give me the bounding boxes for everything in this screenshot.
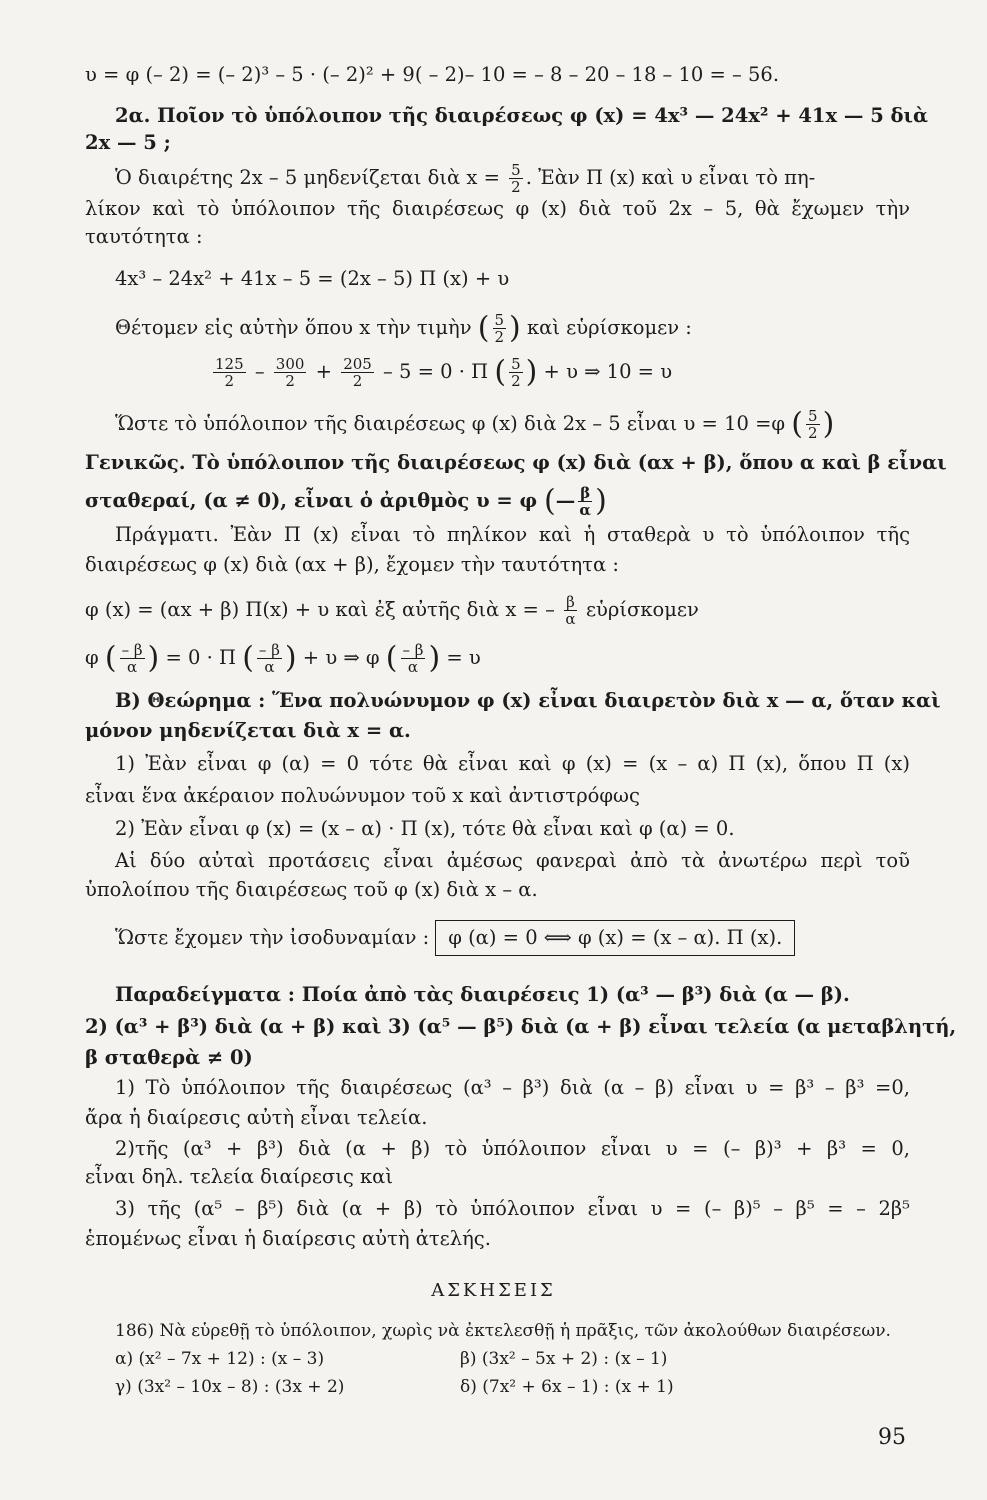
- text-line: 1) Τὸ ὑπόλοιπον τῆς διαιρέσεως (α³ – β³) διὰ (α – β) εἶναι υ = β³ – β³ =0,: [115, 1076, 910, 1099]
- derivation-equation: φ ( $\frac{- \beta}{\alpha}$ ) = 0 · Π ( $\frac{- \beta}{\alpha}$ ) + υ ⇒ φ ( $\frac{- \beta}{\alpha}$ ) = υ: [85, 640, 481, 676]
- text-line: 1) Ἐὰν εἶναι φ (α) = 0 τότε θὰ εἶναι καὶ φ (x) = (x – α) Π (x), ὅπου Π (x): [115, 752, 910, 775]
- identity-equation: 4x³ – 24x² + 41x – 5 = (2x – 5) Π (x) + υ: [115, 267, 510, 290]
- examples-heading: Παραδείγματα : Ποία ἀπὸ τὰς διαιρέσεις 1) (α³ — β³) διὰ (α — β).: [115, 983, 850, 1006]
- fraction: $\frac{5}{2}$: [494, 311, 505, 346]
- exercises-heading: ΑΣΚΗΣΕΙΣ: [431, 1280, 556, 1301]
- text-line: ἄρα ἡ διαίρεσις αὐτὴ εἶναι τελεία.: [85, 1106, 428, 1129]
- page-number: 95: [878, 1425, 906, 1450]
- text-line: Αἱ δύο αὐταὶ προτάσεις εἶναι ἀμέσως φανεραὶ ἀπὸ τὰ ἀνωτέρω περὶ τοῦ: [115, 849, 910, 872]
- examples-heading-cont: 2) (α³ + β³) διὰ (α + β) καὶ 3) (α⁵ — β⁵) διὰ (α + β) εἶναι τελεία (α μεταβλητή,: [85, 1015, 957, 1038]
- text-line: ταυτότητα :: [85, 225, 203, 248]
- examples-heading-cont: β σταθερὰ ≠ 0): [85, 1046, 253, 1069]
- text-line: Θέτομεν εἰς αὐτὴν ὅπου x τὴν τιμὴν ( $\frac{5}{2}$ ) καὶ εὑρίσκομεν :: [115, 310, 692, 346]
- general-statement-cont: σταθεραί, (α ≠ 0), εἶναι ὁ ἀριθμὸς υ = φ (— $\frac{\beta}{\alpha}$ ): [85, 483, 607, 519]
- exercise-row: γ) (3x² – 10x – 8) : (3x + 2) δ) (7x² + 6x – 1) : (x + 1): [115, 1377, 674, 1397]
- substitution-equation: $\frac{125}{2}$ – $\frac{300}{2}$ + $\frac{205}{2}$ – 5 = 0 · Π ( $\frac{5}{2}$ ) + υ ⇒ 10 = υ: [215, 354, 673, 390]
- text-line: Ὥστε τὸ ὑπόλοιπον τῆς διαιρέσεως φ (x) διὰ 2x – 5 εἶναι υ = 10 =φ ( $\frac{5}{2}$ ): [115, 406, 835, 442]
- text-line: ὑπολοίπου τῆς διαιρέσεως τοῦ φ (x) διὰ x – α.: [85, 878, 538, 901]
- text-line: διαιρέσεως φ (x) διὰ (αx + β), ἔχομεν τὴν ταυτότητα :: [85, 553, 619, 576]
- text-line: Πράγματι. Ἐὰν Π (x) εἶναι τὸ πηλίκον καὶ ἡ σταθερὰ υ τὸ ὑπόλοιπον τῆς: [115, 523, 910, 546]
- exercise-row: α) (x² – 7x + 12) : (x – 3) β) (3x² – 5x + 2) : (x – 1): [115, 1349, 668, 1369]
- problem-heading: 2α. Ποῖον τὸ ὑπόλοιπον τῆς διαιρέσεως φ (x) = 4x³ — 24x² + 41x — 5 διὰ: [115, 104, 929, 127]
- exercise-186: 186) Νὰ εὑρεθῇ τὸ ὑπόλοιπον, χωρὶς νὰ ἐκτελεσθῇ ἡ πρᾶξις, τῶν ἀκολούθων διαιρέσεων.: [115, 1321, 891, 1341]
- text-line: 2) Ἐὰν εἶναι φ (x) = (x – α) · Π (x), τότε θὰ εἶναι καὶ φ (α) = 0.: [115, 817, 735, 840]
- text-line: ἑπομένως εἶναι ἡ διαίρεσις αὐτὴ ἀτελής.: [85, 1227, 491, 1250]
- equivalence-box: φ (α) = 0 ⟺ φ (x) = (x – α). Π (x).: [435, 920, 795, 956]
- fraction: $\frac{5}{2}$: [511, 161, 521, 196]
- general-statement: Γενικῶς. Τὸ ὑπόλοιπον τῆς διαιρέσεως φ (x) διὰ (αx + β), ὅπου α καὶ β εἶναι: [85, 451, 947, 474]
- text-line: εἶναι ἕνα ἀκέραιον πολυώνυμον τοῦ x καὶ ἀντιστρόφως: [85, 784, 640, 807]
- text-line: εἶναι δηλ. τελεία διαίρεσις καὶ: [85, 1165, 394, 1188]
- equivalence-line: Ὥστε ἔχομεν τὴν ἰσοδυναμίαν : φ (α) = 0 ⟺ φ (x) = (x – α). Π (x).: [115, 920, 910, 956]
- text-line: 3) τῆς (α⁵ – β⁵) διὰ (α + β) τὸ ὑπόλοιπον εἶναι υ = (– β)⁵ – β⁵ = – 2β⁵: [115, 1197, 910, 1220]
- text-line: φ (x) = (αx + β) Π(x) + υ καὶ ἐξ αὐτῆς διὰ x = – $\frac{\beta}{\alpha}$ εὑρίσκομεν: [85, 593, 699, 628]
- text-line: 2)τῆς (α³ + β³) διὰ (α + β) τὸ ὑπόλοιπον εἶναι υ = (– β)³ + β³ = 0,: [115, 1137, 910, 1160]
- theorem-heading: Β) Θεώρημα : Ἕνα πολυώνυμον φ (x) εἶναι διαιρετὸν διὰ x — α, ὅταν καὶ: [115, 689, 941, 712]
- problem-heading-cont: 2x — 5 ;: [85, 131, 171, 154]
- theorem-heading-cont: μόνον μηδενίζεται διὰ x = α.: [85, 719, 411, 742]
- text-line: Ὁ διαιρέτης 2x – 5 μηδενίζεται διὰ x = $\frac{5}{2}$ . Ἐὰν Π (x) καὶ υ εἶναι τὸ πη-: [115, 161, 816, 196]
- text-line: λίκον καὶ τὸ ὑπόλοιπον τῆς διαιρέσεως φ (x) διὰ τοῦ 2x – 5, θὰ ἔχωμεν τὴν: [85, 197, 910, 220]
- text-line: υ = φ (– 2) = (– 2)³ – 5 · (– 2)² + 9( – 2)– 10 = – 8 – 20 – 18 – 10 = – 56.: [85, 63, 780, 86]
